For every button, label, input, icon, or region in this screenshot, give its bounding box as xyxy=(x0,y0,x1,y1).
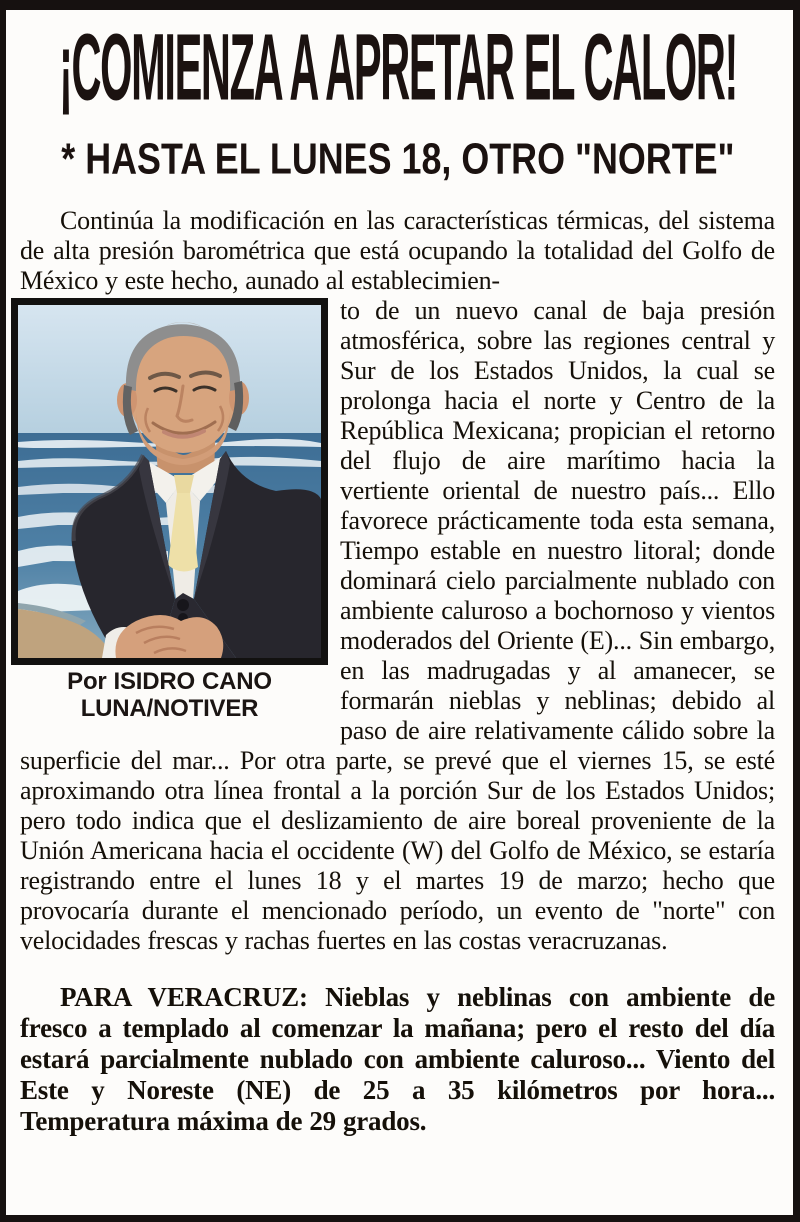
paragraph-intro xyxy=(20,206,775,296)
author-photo xyxy=(11,298,328,665)
author-figure xyxy=(11,298,328,722)
paragraph-forecast xyxy=(20,982,775,1137)
headline-container xyxy=(20,15,775,121)
photo-caption-line1: Por ISIDRO CANO xyxy=(67,668,272,695)
subheadline: * HASTA EL LUNES 18, OTRO "NORTE" xyxy=(60,135,735,184)
page-title: ¡COMIENZA A APRETAR EL CALOR! xyxy=(58,15,737,121)
photo-caption xyxy=(11,668,328,722)
paragraph-main xyxy=(20,296,775,956)
paragraph-forecast-text: PARA VERACRUZ: Nieblas y neblinas con ambiente de fresco a templado al comenzar la mañana; pero el resto del día estará parcialmente nublado con ambiente caluroso... Viento del Este y Noreste (NE) de 25 a 35 kilómetros por hora... Temperatura máxima de 29 grados. xyxy=(20,982,775,1136)
paragraph-main-text: to de un nuevo canal de baja presión atmosférica, sobre las regiones central y Sur de los Estados Unidos, la cual se prolonga hacia el norte y Centro de la República Mexicana; propician el retorno del flujo de aire marítimo hacia la vertiente oriental de nuestro país... Ello favorece prácticamente toda esta semana, Tiempo estable en nuestro litoral; donde dominará cielo parcialmente nublado con ambiente caluroso a bochornoso y vientos moderados del Oriente (E)... Sin embargo, en las madrugadas y al amanecer, se formarán nieblas y neblinas; debido al paso de aire relativamente cálido sobre la superficie del mar... Por otra parte, se prevé que el viernes 15, se esté aproximando otra línea frontal a la porción Sur de los Estados Unidos; pero todo indica que el deslizamiento de aire boreal proveniente de la Unión Americana hacia el occidente (W) del Golfo de México, se estaría registrando entre el lunes 18 y el martes 19 de marzo; hecho que provocaría durante el mencionado período, un evento de "norte" con velocidades frescas y rachas fuertes en las costas veracruzanas. xyxy=(20,296,775,955)
article-body xyxy=(20,206,775,1137)
paragraph-intro-text: Continúa la modificación en las características térmicas, del sistema de alta presión barométrica que está ocupando la totalidad del Golfo de México y este hecho, aunado al establecimien- xyxy=(20,206,775,295)
subheadline-container xyxy=(20,134,775,186)
photo-caption-line2: LUNA/NOTIVER xyxy=(80,695,259,722)
author-photo-illustration xyxy=(18,305,321,658)
